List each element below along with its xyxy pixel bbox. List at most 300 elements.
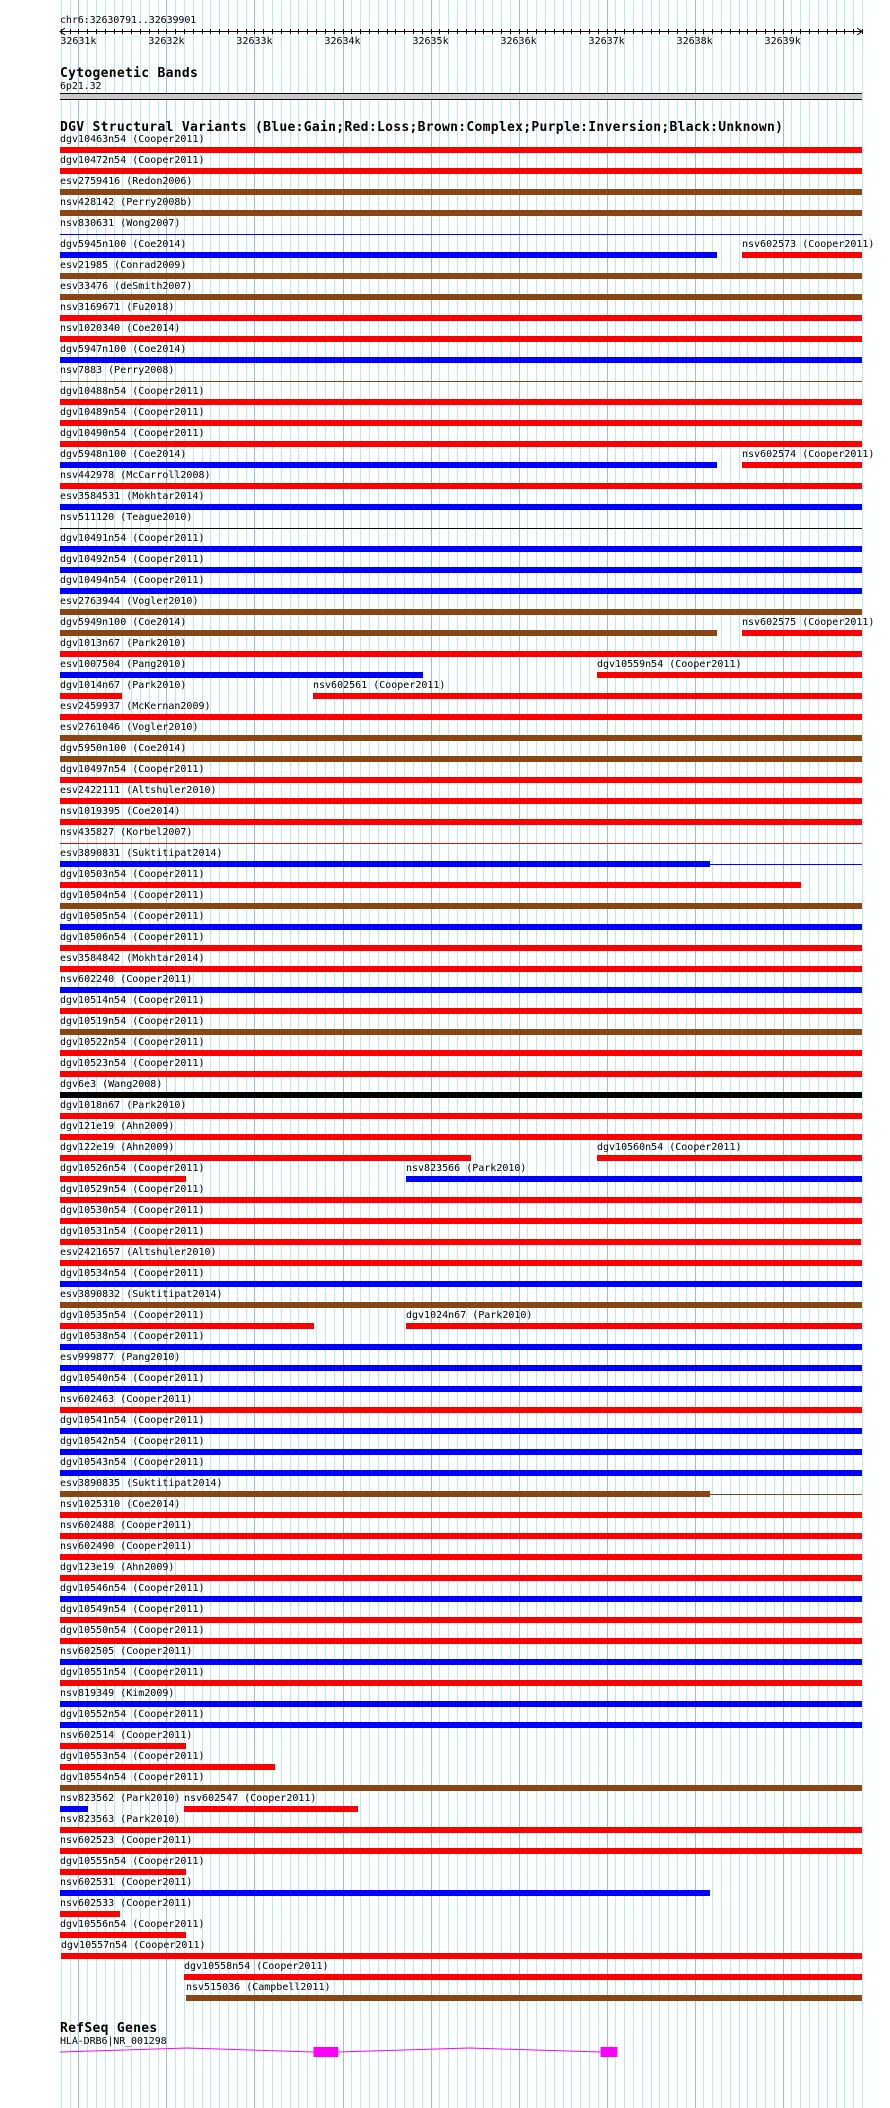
dgv-row (0, 1688, 890, 1709)
dgv-row (0, 995, 890, 1016)
variant-bar-complex[interactable] (186, 1995, 862, 2001)
dgv-row (0, 1247, 890, 1268)
variant-label[interactable]: nsv823562 (Park2010) (60, 1793, 181, 1804)
variant-bar-loss[interactable] (60, 1575, 862, 1581)
variant-bar-loss[interactable] (60, 1155, 471, 1161)
dgv-row (0, 1142, 890, 1163)
variant-bar-loss[interactable] (60, 882, 801, 888)
variant-bar-loss[interactable] (184, 1974, 862, 1980)
variant-bar-complex[interactable] (60, 273, 862, 279)
variant-label[interactable]: dgv10523n54 (Cooper2011) (60, 1058, 205, 1069)
variant-line-gain[interactable] (60, 234, 862, 235)
dgv-row (0, 1856, 890, 1877)
variant-label[interactable]: dgv10491n54 (Cooper2011) (60, 533, 205, 544)
variant-label[interactable]: dgv10559n54 (Cooper2011) (597, 659, 742, 670)
dgv-row (0, 827, 890, 848)
coordinate-ruler (0, 24, 890, 48)
dgv-row (0, 197, 890, 218)
variant-label[interactable]: nsv3169671 (Fu2018) (60, 302, 175, 313)
variant-label[interactable]: nsv602505 (Cooper2011) (60, 1646, 193, 1657)
dgv-row (0, 1352, 890, 1373)
dgv-row (0, 617, 890, 638)
variant-label[interactable]: dgv123e19 (Ahn2009) (60, 1562, 175, 1573)
variant-bar-gain[interactable] (60, 1806, 88, 1812)
variant-label[interactable]: nsv428142 (Perry2008b) (60, 197, 193, 208)
variant-bar-gain[interactable] (60, 1344, 862, 1350)
variant-label[interactable]: dgv5947n100 (Coe2014) (60, 344, 187, 355)
variant-bar-loss[interactable] (60, 1638, 862, 1644)
variant-bar-loss[interactable] (60, 1827, 862, 1833)
variant-label[interactable]: nsv602547 (Cooper2011) (184, 1793, 317, 1804)
variant-label[interactable]: dgv1014n67 (Park2010) (60, 680, 187, 691)
variant-bar-loss[interactable] (60, 1680, 862, 1686)
variant-label[interactable]: dgv10550n54 (Cooper2011) (60, 1625, 205, 1636)
variant-label[interactable]: dgv10494n54 (Cooper2011) (60, 575, 205, 586)
variant-bar-complex[interactable] (60, 210, 862, 216)
variant-label[interactable]: nsv823566 (Park2010) (406, 1163, 527, 1174)
dgv-row (0, 722, 890, 743)
dgv-row (0, 1457, 890, 1478)
variant-bar-loss[interactable] (60, 147, 862, 153)
variant-label[interactable]: dgv10553n54 (Cooper2011) (60, 1751, 205, 1762)
variant-bar-loss[interactable] (60, 1239, 861, 1245)
dgv-row (0, 1163, 890, 1184)
dgv-row (0, 1562, 890, 1583)
variant-bar-loss[interactable] (60, 1764, 275, 1770)
variant-bar-loss[interactable] (60, 1008, 862, 1014)
dgv-row (0, 1058, 890, 1079)
variant-bar-gain[interactable] (60, 546, 862, 552)
variant-label[interactable]: nsv602561 (Cooper2011) (313, 680, 446, 691)
variant-label[interactable]: dgv10546n54 (Cooper2011) (60, 1583, 205, 1594)
dgv-row (0, 869, 890, 890)
variant-label[interactable]: nsv1019395 (Coe2014) (60, 806, 181, 817)
variant-bar-complex[interactable] (60, 903, 862, 909)
dgv-row (0, 449, 890, 470)
variant-label[interactable]: dgv10492n54 (Cooper2011) (60, 554, 205, 565)
variant-bar-loss[interactable] (742, 252, 862, 258)
dgv-row (0, 1709, 890, 1730)
variant-label[interactable]: dgv10551n54 (Cooper2011) (60, 1667, 205, 1678)
variant-bar-loss[interactable] (60, 483, 862, 489)
variant-label[interactable]: dgv6e3 (Wang2008) (60, 1079, 163, 1090)
dgv-row (0, 1835, 890, 1856)
variant-bar-loss[interactable] (406, 1323, 862, 1329)
variant-label[interactable]: dgv1013n67 (Park2010) (60, 638, 187, 649)
gene-exon[interactable] (313, 2047, 338, 2057)
dgv-row (0, 1079, 890, 1100)
dgv-row (0, 1415, 890, 1436)
variant-label[interactable]: nsv602575 (Cooper2011) (742, 617, 875, 628)
variant-bar-loss[interactable] (60, 1050, 862, 1056)
dgv-row (0, 575, 890, 596)
variant-bar-gain[interactable] (60, 1470, 862, 1476)
variant-bar-gain[interactable] (60, 567, 862, 573)
dgv-row (0, 680, 890, 701)
variant-bar-complex[interactable] (60, 1491, 710, 1497)
dgv-row (0, 512, 890, 533)
ruler-tick-label: 32638k (676, 36, 713, 47)
dgv-row (0, 1016, 890, 1037)
variant-label[interactable]: esv2422111 (Altshuler2010) (60, 785, 217, 796)
dgv-row (0, 554, 890, 575)
cytoband-label: 6p21.32 (60, 81, 102, 92)
dgv-row (0, 785, 890, 806)
variant-bar-complex[interactable] (60, 735, 862, 741)
variant-label[interactable]: dgv5949n100 (Coe2014) (60, 617, 187, 628)
variant-label[interactable]: esv2459937 (McKernan2009) (60, 701, 211, 712)
variant-bar-gain[interactable] (60, 1659, 862, 1665)
variant-label[interactable]: dgv10489n54 (Cooper2011) (60, 407, 205, 418)
variant-bar-loss[interactable] (60, 1071, 862, 1077)
variant-label[interactable]: esv999877 (Pang2010) (60, 1352, 181, 1363)
variant-label[interactable]: dgv10505n54 (Cooper2011) (60, 911, 205, 922)
variant-label[interactable]: dgv10543n54 (Cooper2011) (60, 1457, 205, 1468)
variant-label[interactable]: nsv602531 (Cooper2011) (60, 1877, 193, 1888)
dgv-row (0, 1814, 890, 1835)
dgv-row (0, 1226, 890, 1247)
variant-label[interactable]: nsv602488 (Cooper2011) (60, 1520, 193, 1531)
variant-label[interactable]: dgv10488n54 (Cooper2011) (60, 386, 205, 397)
variant-bar-loss[interactable] (60, 1197, 862, 1203)
variant-bar-loss[interactable] (60, 819, 862, 825)
gene-exon[interactable] (601, 2047, 618, 2057)
dgv-row (0, 260, 890, 281)
variant-label[interactable]: dgv10497n54 (Cooper2011) (60, 764, 205, 775)
dgv-row (0, 1541, 890, 1562)
variant-label[interactable]: dgv1018n67 (Park2010) (60, 1100, 187, 1111)
dgv-row (0, 911, 890, 932)
ruler-tick-label: 32632k (148, 36, 185, 47)
variant-bar-loss[interactable] (60, 798, 862, 804)
dgv-row (0, 1940, 890, 1961)
variant-bar-gain[interactable] (60, 462, 717, 468)
variant-bar-loss[interactable] (60, 1533, 862, 1539)
variant-bar-loss[interactable] (60, 714, 862, 720)
variant-bar-gain[interactable] (60, 588, 862, 594)
variant-bar-loss[interactable] (60, 1176, 186, 1182)
variant-label[interactable]: dgv5948n100 (Coe2014) (60, 449, 187, 460)
dgv-row (0, 1100, 890, 1121)
variant-bar-gain[interactable] (60, 1365, 862, 1371)
variant-bar-loss[interactable] (742, 462, 862, 468)
variant-bar-gain[interactable] (60, 1722, 862, 1728)
variant-label[interactable]: dgv10530n54 (Cooper2011) (60, 1205, 205, 1216)
cytoband-bar[interactable] (60, 93, 862, 100)
variant-bar-loss[interactable] (184, 1806, 358, 1812)
variant-label[interactable]: dgv122e19 (Ahn2009) (60, 1142, 175, 1153)
variant-bar-loss[interactable] (60, 1554, 862, 1560)
dgv-row (0, 1919, 890, 1940)
variant-label[interactable]: dgv121e19 (Ahn2009) (60, 1121, 175, 1132)
dgv-row (0, 1583, 890, 1604)
variant-label[interactable]: dgv10534n54 (Cooper2011) (60, 1268, 205, 1279)
variant-label[interactable]: dgv10522n54 (Cooper2011) (60, 1037, 205, 1048)
dgv-row (0, 1961, 890, 1982)
cytoband-heading: Cytogenetic Bands (60, 66, 199, 81)
dgv-row (0, 890, 890, 911)
dgv-row (0, 1520, 890, 1541)
variant-label[interactable]: nsv602240 (Cooper2011) (60, 974, 193, 985)
variant-label[interactable]: dgv10490n54 (Cooper2011) (60, 428, 205, 439)
dgv-row (0, 1898, 890, 1919)
ruler-tick-label: 32631k (60, 36, 97, 47)
variant-bar-complex[interactable] (60, 609, 862, 615)
dgv-row (0, 1667, 890, 1688)
variant-label[interactable]: dgv10555n54 (Cooper2011) (60, 1856, 205, 1867)
variant-label[interactable]: dgv10463n54 (Cooper2011) (60, 134, 205, 145)
gene-model[interactable] (0, 2040, 890, 2064)
dgv-row (0, 1268, 890, 1289)
variant-bar-loss[interactable] (60, 651, 862, 657)
dgv-row (0, 281, 890, 302)
variant-bar-loss[interactable] (597, 1155, 862, 1161)
dgv-row (0, 218, 890, 239)
variant-label[interactable]: nsv819349 (Kim2009) (60, 1688, 175, 1699)
dgv-row (0, 491, 890, 512)
dgv-row (0, 1730, 890, 1751)
gene-label[interactable]: HLA-DRB6|NR_001298 (60, 2036, 167, 2047)
variant-bar-loss[interactable] (60, 1911, 120, 1917)
dgv-row (0, 1037, 890, 1058)
variant-bar-complex[interactable] (60, 630, 717, 636)
dgv-row (0, 428, 890, 449)
variant-label[interactable]: esv1007504 (Pang2010) (60, 659, 187, 670)
variant-label[interactable]: dgv10560n54 (Cooper2011) (597, 1142, 742, 1153)
ruler-tick-label: 32639k (764, 36, 801, 47)
variant-bar-complex[interactable] (60, 1029, 862, 1035)
variant-bar-gain[interactable] (406, 1176, 862, 1182)
variant-bar-gain[interactable] (60, 1428, 862, 1434)
variant-label[interactable]: esv2763944 (Vogler2010) (60, 596, 199, 607)
dgv-row (0, 974, 890, 995)
variant-label[interactable]: nsv830631 (Wong2007) (60, 218, 181, 229)
variant-label[interactable]: nsv435827 (Korbel2007) (60, 827, 193, 838)
dgv-row (0, 1625, 890, 1646)
variant-label[interactable]: esv2761046 (Vogler2010) (60, 722, 199, 733)
ruler-tick-label: 32634k (324, 36, 361, 47)
variant-label[interactable]: nsv602533 (Cooper2011) (60, 1898, 193, 1909)
dgv-row (0, 659, 890, 680)
variant-bar-loss[interactable] (60, 1134, 862, 1140)
variant-bar-loss[interactable] (60, 945, 862, 951)
variant-bar-loss[interactable] (60, 168, 862, 174)
variant-label[interactable]: nsv602514 (Cooper2011) (60, 1730, 193, 1741)
variant-line-complex[interactable] (60, 381, 862, 382)
dgv-row (0, 1289, 890, 1310)
variant-label[interactable]: dgv10554n54 (Cooper2011) (60, 1772, 205, 1783)
variant-label[interactable]: dgv10526n54 (Cooper2011) (60, 1163, 205, 1174)
variant-bar-loss[interactable] (60, 1932, 186, 1938)
variant-label[interactable]: esv3890835 (Suktitipat2014) (60, 1478, 223, 1489)
variant-label[interactable]: dgv10549n54 (Cooper2011) (60, 1604, 205, 1615)
variant-label[interactable]: nsv602574 (Cooper2011) (742, 449, 875, 460)
variant-bar-loss[interactable] (60, 1407, 862, 1413)
dgv-row (0, 155, 890, 176)
variant-bar-gain[interactable] (60, 1449, 862, 1455)
dgv-row (0, 1121, 890, 1142)
variant-label[interactable]: esv21985 (Conrad2009) (60, 260, 187, 271)
variant-label[interactable]: dgv10531n54 (Cooper2011) (60, 1226, 205, 1237)
dgv-row (0, 407, 890, 428)
variant-label[interactable]: esv3584531 (Mokhtar2014) (60, 491, 205, 502)
dgv-row (0, 596, 890, 617)
variant-bar-gain[interactable] (60, 252, 717, 258)
dgv-row (0, 701, 890, 722)
variant-label[interactable]: dgv10542n54 (Cooper2011) (60, 1436, 205, 1447)
variant-bar-gain[interactable] (60, 987, 862, 993)
variant-label[interactable]: dgv1024n67 (Park2010) (406, 1310, 533, 1321)
variant-label[interactable]: dgv10514n54 (Cooper2011) (60, 995, 205, 1006)
dgv-row (0, 806, 890, 827)
dgv-row (0, 953, 890, 974)
variant-bar-loss[interactable] (60, 1869, 186, 1875)
variant-label[interactable]: dgv5945n100 (Coe2014) (60, 239, 187, 250)
variant-label[interactable]: nsv515036 (Campbell2011) (186, 1982, 331, 1993)
variant-label[interactable]: esv3890832 (Suktitipat2014) (60, 1289, 223, 1300)
variant-label[interactable]: nsv1025310 (Coe2014) (60, 1499, 181, 1510)
dgv-row (0, 1184, 890, 1205)
dgv-row (0, 1646, 890, 1667)
variant-bar-loss[interactable] (60, 336, 862, 342)
variant-label[interactable]: dgv10541n54 (Cooper2011) (60, 1415, 205, 1426)
ruler-tick-label: 32637k (588, 36, 625, 47)
variant-bar-gain[interactable] (60, 1890, 710, 1896)
dgv-row (0, 386, 890, 407)
variant-label[interactable]: esv2421657 (Altshuler2010) (60, 1247, 217, 1258)
variant-label[interactable]: esv2759416 (Redon2006) (60, 176, 193, 187)
variant-label[interactable]: nsv1020340 (Coe2014) (60, 323, 181, 334)
variant-label[interactable]: nsv823563 (Park2010) (60, 1814, 181, 1825)
variant-label[interactable]: nsv602523 (Cooper2011) (60, 1835, 193, 1846)
dgv-row (0, 1877, 890, 1898)
dgv-row (0, 638, 890, 659)
dgv-row (0, 1604, 890, 1625)
dgv-row (0, 1772, 890, 1793)
dgv-row (0, 1478, 890, 1499)
variant-label[interactable]: dgv10557n54 (Cooper2011) (61, 1940, 206, 1951)
variant-label[interactable]: dgv10552n54 (Cooper2011) (60, 1709, 205, 1720)
variant-bar-loss[interactable] (597, 672, 862, 678)
variant-line-loss[interactable] (60, 843, 862, 844)
variant-label[interactable]: dgv10535n54 (Cooper2011) (60, 1310, 205, 1321)
variant-label[interactable]: nsv602490 (Cooper2011) (60, 1541, 193, 1552)
variant-label[interactable]: nsv442978 (McCarroll2008) (60, 470, 211, 481)
variant-line-unknown[interactable] (60, 528, 862, 529)
variant-bar-complex[interactable] (60, 1785, 862, 1791)
variant-label[interactable]: esv33476 (deSmith2007) (60, 281, 193, 292)
dgv-row (0, 239, 890, 260)
dgv-heading: DGV Structural Variants (Blue:Gain;Red:Loss;Brown:Complex;Purple:Inversion;Black:Unknown) (60, 120, 784, 135)
variant-label[interactable]: esv3890831 (Suktitipat2014) (60, 848, 223, 859)
ruler-tick-label: 32635k (412, 36, 449, 47)
dgv-row (0, 1793, 890, 1814)
variant-bar-gain[interactable] (60, 1281, 862, 1287)
refseq-heading: RefSeq Genes (60, 2021, 158, 2036)
variant-bar-unknown[interactable] (60, 1092, 862, 1098)
variant-bar-loss[interactable] (742, 630, 862, 636)
dgv-row (0, 323, 890, 344)
variant-bar-loss[interactable] (60, 315, 862, 321)
ruler-tick-label: 32636k (500, 36, 537, 47)
dgv-row (0, 1205, 890, 1226)
variant-label[interactable]: dgv5950n100 (Coe2014) (60, 743, 187, 754)
variant-line-complex[interactable] (710, 1494, 862, 1495)
variant-bar-gain[interactable] (60, 924, 862, 930)
variant-label[interactable]: dgv10504n54 (Cooper2011) (60, 890, 205, 901)
variant-bar-complex[interactable] (60, 1302, 862, 1308)
variant-label[interactable]: dgv10506n54 (Cooper2011) (60, 932, 205, 943)
variant-bar-gain[interactable] (60, 1701, 862, 1707)
variant-label[interactable]: dgv10558n54 (Cooper2011) (184, 1961, 329, 1972)
variant-bar-loss[interactable] (60, 1848, 862, 1854)
variant-bar-loss[interactable] (60, 1512, 862, 1518)
dgv-row (0, 932, 890, 953)
dgv-row (0, 848, 890, 869)
variant-bar-gain[interactable] (60, 357, 862, 363)
dgv-row (0, 1982, 890, 2003)
variant-label[interactable]: esv3584842 (Mokhtar2014) (60, 953, 205, 964)
variant-bar-loss[interactable] (60, 1260, 862, 1266)
dgv-row (0, 533, 890, 554)
variant-bar-loss[interactable] (60, 1743, 186, 1749)
variant-bar-loss[interactable] (60, 1218, 862, 1224)
dgv-row (0, 1331, 890, 1352)
variant-line-gain[interactable] (710, 864, 862, 865)
variant-bar-loss[interactable] (60, 420, 862, 426)
variant-bar-loss[interactable] (313, 693, 862, 699)
variant-label[interactable]: dgv10503n54 (Cooper2011) (60, 869, 205, 880)
variant-bar-loss[interactable] (60, 1323, 314, 1329)
variant-bar-loss[interactable] (60, 693, 122, 699)
variant-bar-gain[interactable] (60, 1596, 862, 1602)
variant-label[interactable]: dgv10519n54 (Cooper2011) (60, 1016, 205, 1027)
variant-bar-loss[interactable] (60, 1113, 862, 1119)
ruler-tick-label: 32633k (236, 36, 273, 47)
variant-bar-gain[interactable] (60, 672, 423, 678)
variant-label[interactable]: dgv10472n54 (Cooper2011) (60, 155, 205, 166)
variant-label[interactable]: dgv10529n54 (Cooper2011) (60, 1184, 205, 1195)
dgv-row (0, 1751, 890, 1772)
variant-label[interactable]: dgv10556n54 (Cooper2011) (60, 1919, 205, 1930)
variant-bar-gain[interactable] (60, 861, 710, 867)
variant-bar-complex[interactable] (60, 756, 862, 762)
variant-bar-loss[interactable] (60, 441, 862, 447)
variant-label[interactable]: nsv7883 (Perry2008) (60, 365, 175, 376)
dgv-row (0, 302, 890, 323)
variant-label[interactable]: nsv602463 (Cooper2011) (60, 1394, 193, 1405)
variant-label[interactable]: dgv10540n54 (Cooper2011) (60, 1373, 205, 1384)
variant-label[interactable]: nsv602573 (Cooper2011) (742, 239, 875, 250)
variant-bar-loss[interactable] (60, 399, 862, 405)
dgv-row (0, 176, 890, 197)
variant-label[interactable]: dgv10538n54 (Cooper2011) (60, 1331, 205, 1342)
variant-bar-loss[interactable] (60, 777, 862, 783)
dgv-row (0, 743, 890, 764)
dgv-row (0, 365, 890, 386)
variant-bar-complex[interactable] (60, 294, 862, 300)
dgv-row (0, 1499, 890, 1520)
variant-bar-loss[interactable] (60, 1617, 862, 1623)
variant-bar-loss[interactable] (60, 966, 862, 972)
variant-bar-gain[interactable] (60, 504, 862, 510)
variant-label[interactable]: nsv511120 (Teague2010) (60, 512, 193, 523)
variant-bar-gain[interactable] (60, 1386, 862, 1392)
dgv-row (0, 470, 890, 491)
gene-intron (338, 2048, 600, 2052)
variant-bar-loss[interactable] (61, 1953, 862, 1959)
variant-bar-complex[interactable] (60, 189, 862, 195)
